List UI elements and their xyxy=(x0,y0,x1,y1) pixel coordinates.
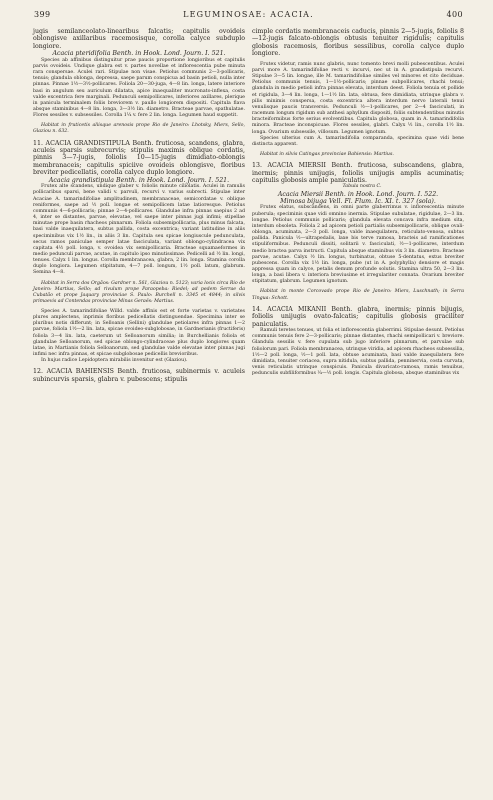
species-description: Frutex videtur, ramis nunc glabris, nunc tomento brevi molli pubescentibus. Aculei parvi more A. tamarindifoliae recti v. incurvi, nec ut in A. grandistipula recurvi. Stipulae 3—5 lin. longae, ille M. tamarindifoliae similes vel minores et cito deciduae. Petiolus communis tenuis, 1—1½-pollicaris; pinnae subpollicares, rhachi tenui; glandula in medio petioli infra pinnas elevata, interdum deest. Foliola tenuia et pollide et rigidula, 3—4 lin. longa, 1—1½ lin. lata, obtusa, fere dimidiata, utrinque glabra v. pilis minimis conspersa, costa excentrica altera interdum nervo laterali tenui venulisque paucis transversis. Pedunculi ½—1-pollicares, per 2—4 fasciculati, in racemum longum rigidum sub anthesi aphyllum dispositi, foliis subtendentibus minutis bracteiformibus forte serius evolventibus. Capitula globosa, quam in A. tamarindifolia minora. Bracteae inconspicuae. Flores sessiles, glabri. Calyx ½ lin., corolla 1½ lin. longa. Ovarium subsessile, villosum. Legumen ignotum. xyxy=(252,61,464,135)
species-description: Frutex elatus, subscandens, in omni parte glaberrimus v. inflorescentia minute puberula; speciminis quae vidi omnino inermia. Stipulae subulatae, rigidulae, 2—3 lin. longae. Petiolus communis pollicaris; glandula elevata concava infra medium sita, interdum obsoleta. Foliola 2 ad apicem petioli partialis subsemipollicaris, oblique ovali-oblonga, acuminata, 2—3 poll. longa, valde inaequilatera, reticulato-venosa, subtus pallida. Panicula ½—ultrapedalis, laxe bis terve ramosa, bracteis ad ramificationes stipuliformibus. Pedunculi dissiti, solitarii v. fasciculati, ½—1-pollicares, interdum medio bractea parva instructi. Capitula absque staminibus vix 3 lin. diametro. Bracteae parvae, acutae. Calyx ½ lin. longus, turbinatus, obtuse 5-dentatus, extus breviter pubescens. Corolla vix 1½ lin. longa, pube (ut in A. polyphylla) densiore et magis appressa quam in calyce, petalis demum profunde solutis. Stamina ultra 50, 2—3 lin. longa, a basi libera v. interiora breviusime et irregulariter connata. Ovarium breviter stipitatum, glabrum. Legumen ignotum. xyxy=(252,205,464,285)
habitat-note: Habitat in Serra dos Orgãos: Gardner n. 561, Glaziou n. 5123; varia locis circa Rio de Janeiro: Martius, Sello; ad rivulum prope Paraopeba: Riedel; ad pedem Serrae da Cubatão et prope Jaquary provinciae S. Paulo: Burchell n. 3345 et 4844; in silvis primaevis ad Contendas provinciae Minas Geraës: Martius. xyxy=(33,280,245,304)
citation: Acacia Miersii Benth. in Hook. Lond. Journ. I. 522. xyxy=(277,190,439,198)
running-title: LEGUMINOSAE: ACACIA. xyxy=(183,10,314,19)
plate-reference: Tabula nostra C. xyxy=(342,184,382,190)
page-number-right: 400 xyxy=(446,10,463,19)
species-description: Frutex alte scandens, undique glaber v. foliolis minute ciliolatis. Aculei in ramulis pollicaribus sparsi, bene validi v. parvuli, recurvi v. varius subrecti. Stipulae inter Acaciae A. tamarindifoliae amplitudinem, membranaceae, semicordatae v. oblique reniformes, saepe ad ½ poll. longae et semipollicem latae latioresque. Petiolus communis 4—6-pollicaris; pinnae 2—4-pollicares. Glandulae infra pinnas saepius 2 ad 4, inter se distantes, parvae, elevatae, vel saepe inter pinnas jugi infimi; stipellae minutae prope basin rhacheos pinnarum. Foliola subsemipollicaria, plus minus falcata, basi valde inaequilatera, subtus pallida, costa excentrica; variant latitudine in aliis speciminibus vix 1½ lin., in aliis 3 lin. Capitula seu spicae longiuscule pedunculata, secus ramos paniculae semper latae fasciculata, variant oblongo-cylindracea vix capitata 4½ poll. longa, v. ovoidea vix semipollicaria. Bracteae squamaeformes in medio pedunculi parvae, acutae, in capitulo ipso minutissimae. Pedicelli ad ½ lin. longi, tenues. Calyx 1 lin. longus. Corolla membranacea, glabra, 2 lin. longa. Stamina corolla duplo longiora. Legumen stipitatum, 4—7 poll. longum, 1½ poll. latum, glabrum. Semina 4—8. xyxy=(33,184,245,276)
species-heading: 12. ACACIA BAHIENSIS Benth. fruticosa, subinermis v. aculeis subincurvis sparsis, glabra v. pubescens; stipulis xyxy=(33,368,245,383)
species-heading: 11. ACACIA GRANDISTIPULA Benth. fruticosa, scandens, glabra, aculeis sparsis subrecurvis; stipulis maximis oblique cordatis, pinnis 3—7-jugis, foliolis 10—15-jugis dimidiato-oblongis membranaceis; capitulis spiciive ovoideis oblongisve, floribus breviter pedicellatis, corolla calyce duplo longiore. xyxy=(33,139,245,177)
left-column xyxy=(33,28,245,383)
running-header xyxy=(34,8,463,22)
species-heading: 13. ACACIA MIERSII Benth. fruticosa, subscandens, glabra, inermis; pinnis unijugis, foliolis unijugis amplis acuminatis; capitulis globosis ample paniculatis. xyxy=(252,162,464,184)
species-continuation: cimple cordatis membranaceis caducis, pinnis 2—5-jugis, foliolis 8—12-jugis falcato-oblongis obtusis tenuiter rigidulis; capitulis globosis racemosis, floribus sessilibus, corolla calyce duplo longiore. xyxy=(252,28,464,58)
habitat-note: Habitat in fruticetis aliisque arenosis prope Rio de Janeiro: Lhotsky, Miers, Sello, Glaziou n. 632. xyxy=(33,123,245,135)
citation: Acacia grandistipula Benth. in Hook. Lond. Journ. I. 521. xyxy=(48,176,230,184)
species-remarks: In hujus radice Lepidoptera mirabilis invenitur est (Glaziou). xyxy=(41,358,188,364)
habitat-note: Habitat in monte Corcovado prope Rio de Janeiro: Miers, Luschnath; in Serra Tingua: Schott. xyxy=(252,289,464,301)
right-column xyxy=(252,28,464,377)
species-description: Ramuli teretes tenues, ut folia et inflorescentia glaberrimi. Stipulae desunt. Petiolus communis tenuis fere 2—3-pollicaris; pinnae distantes, rhachi semipollicari v. breviore. Glandula sessilis v. fere cupulata sub jugo inferiore pinnarum, et parvulae sub foliolorum pari. Foliola membranacea, utrinque viridia, ad apicem rhacheos subsessilia, 1½—2 poll. longa, ½—1 poll. lata, obtuse acuminata, basi valde inaequilatera fere dimidiata, tenuiter coriacea, supra nitidula, subtus pallida, penninervia, costa curvata, venis reticulatis utrinque conspicuis. Panicula divaricato-ramosa, ramis tenuibus, pedunculis subfiliformibus ¼—½ poll. longis. Capitula globosa, absque staminibus vix xyxy=(252,328,464,377)
species-heading: 14. ACACIA MIKANII Benth. glabra, inermis; pinnis bijugis, foliolis unijugis ovato-falcatis; capitulis globosis graciliter paniculatis. xyxy=(252,305,464,328)
species-remarks: Species A. tamarindifoliae Willd. valde affinis est et forte varietas v. varietates plures amplectens, inprimis floribus pedicellatis distinguendae. Specimina inter se pluribus notis differunt; in Selloanis (Sellini) glandulae petiolares infra pinnas 1—2 parvae, foliola 1½—2 lin. lata, spicae ovoideo-subglobosae, in Gardnerianis (fructiferis) foliola 3—4 lin. lata, caeterum ut Selloanorum similia; in Burchellianis foliola et glandulae Selloanorum, sed spicae oblongo-cylindraceae plus duplo longiores quam latae, in Martianis foliola Selloanorum, sed glandulae valde elevatae inter pinnas jugi infimi nec infra pinnas, et spicae subglobosae pedicellis brevioribus. xyxy=(33,309,245,358)
species-continuation: jugis semilanceolato-linearibus falcatis; capitulis ovoideis oblongisve axillaribus racemosisque, corolla calyce subduplo longiore. xyxy=(33,28,245,50)
species-remarks: Species ulterius cum A. tamarindifolia comparanda, specimina quae vidi bene distincta apparent. xyxy=(252,135,464,147)
habitat-note: Habitat in silvis Catingas provinciae Bahiensis: Martius. xyxy=(260,152,394,157)
citation: Mimosa bijuga Vell. Fl. Flum. Ic. XI. t. 327 (sola). xyxy=(280,198,436,205)
species-description: Species ab affinibus distinguitur prae paucis proportione longioribus et capitulis parvis ovoideis. Undique glabra est v. partes novellae et inflorescentia pube minuta rara conspersae. Aculei rari. Stipulae non visae. Petiolus communis 2—3-pollicaris, tenuis; glandula oblonga, depressa, saepe parum conspicua ad basin petioli, nulla inter pinnas. Pinnae 1½—3½-pollicares. Foliola 20—30-juga, 4—8 lin. longa, latere interiore basi in angulum seu auriculum dilatata, apice inaequaliter mucronato-inflexa, costa valde excentrica fere marginali. Pedunculi semipollicares, inferiores axillares, plerique in panicula terminalem foliis breviorem v. paullo longiorem dispositi. Capitula flava absque staminibus 4—8 lin. longa, 3—3½ lin. diametro. Bracteae parvae, spathulatae. Flores sessiles v. subsessiles. Corolla 1¼ v. fere 2 lin. longa. Legumen haud suppetit. xyxy=(33,57,245,119)
page-number-left: 399 xyxy=(34,10,51,19)
citation: Acacia pteridifolia Benth. in Hook. Lond. Journ. I. 521. xyxy=(52,50,226,58)
